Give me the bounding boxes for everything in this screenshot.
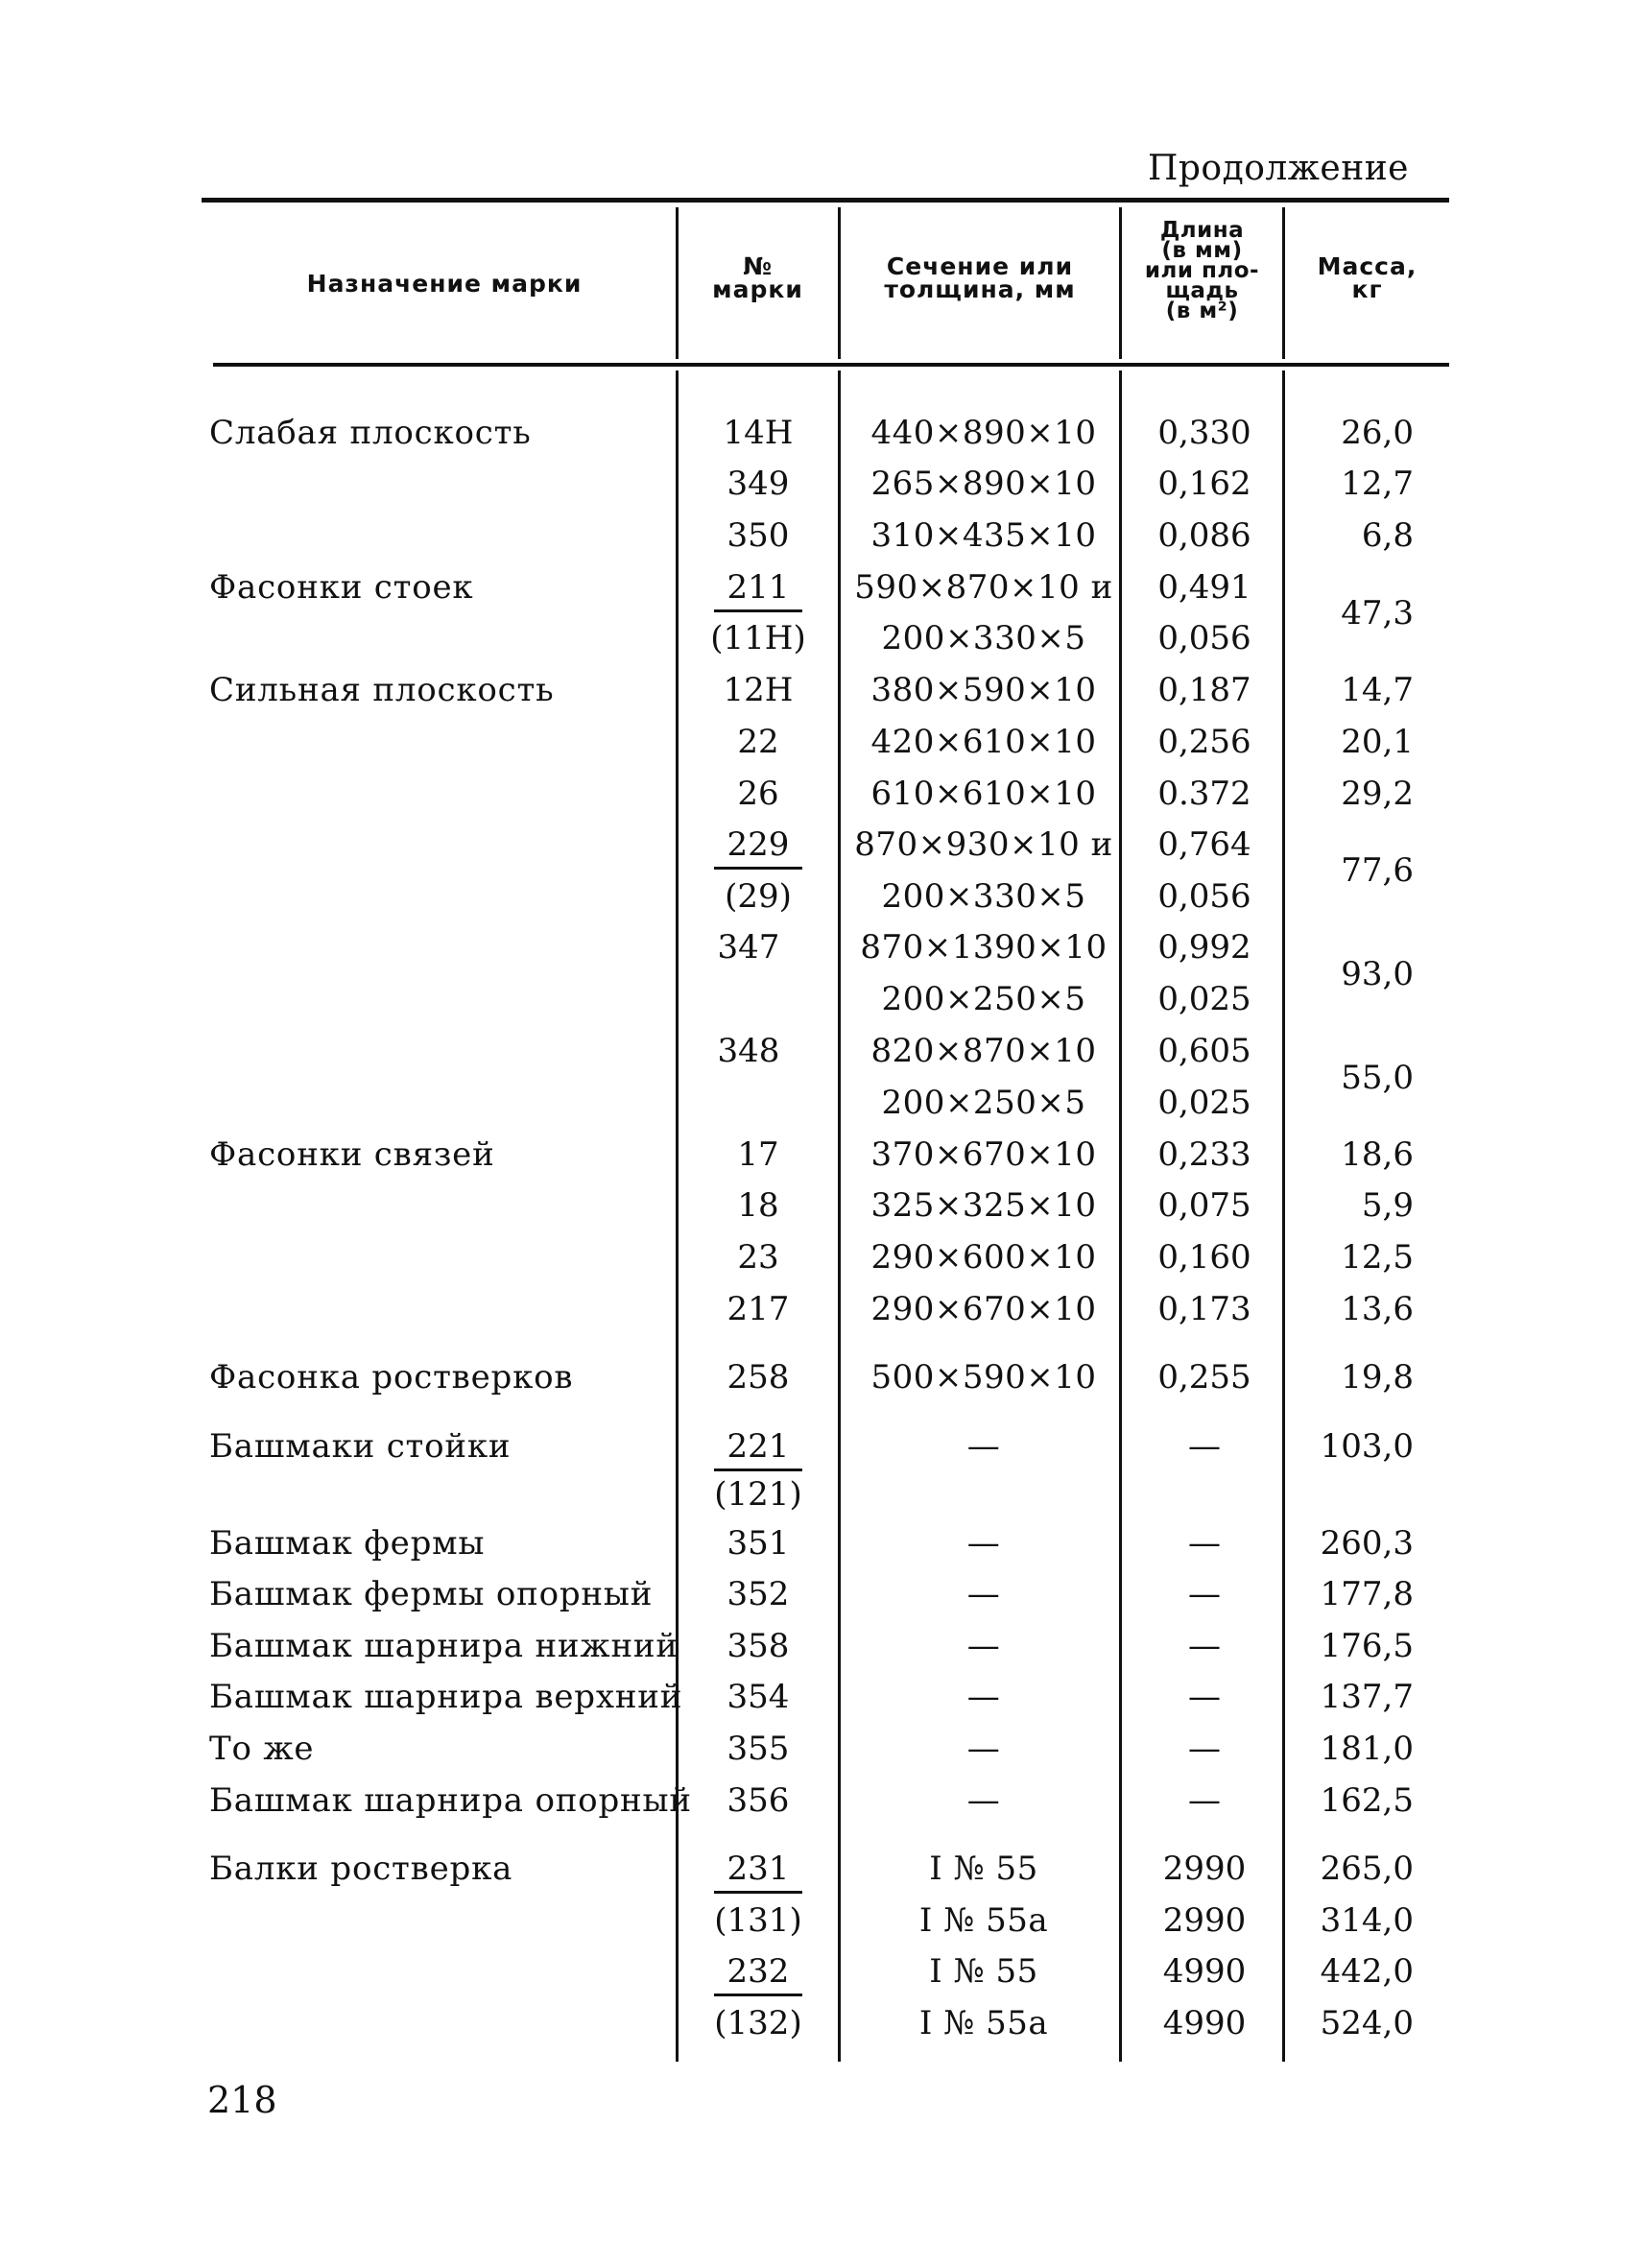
- table-header-rule: [213, 363, 1449, 367]
- row-purpose: Фасонки стоек: [209, 568, 474, 607]
- row-length: 0,056: [1157, 877, 1251, 916]
- row-mark: (11Н): [710, 619, 806, 657]
- header-mass: Масса, кг: [1317, 252, 1418, 303]
- row-section: 420×610×10: [870, 723, 1097, 761]
- header-mark-no: № марки: [712, 252, 803, 303]
- row-section: I № 55: [929, 1952, 1038, 1991]
- table-row: [0, 716, 1644, 768]
- row-mass: 442,0: [1320, 1952, 1414, 1991]
- row-length: —: [1188, 1524, 1221, 1563]
- row-mark: 354: [727, 1678, 790, 1716]
- row-mark: 22: [737, 723, 779, 761]
- row-mark: 347: [717, 928, 780, 967]
- row-length: 0,162: [1157, 465, 1251, 503]
- row-section: 870×930×10 и: [854, 825, 1113, 864]
- row-section: —: [966, 1730, 1001, 1768]
- table-row: [0, 768, 1644, 820]
- table-row: [0, 664, 1644, 716]
- row-mark: 349: [727, 465, 790, 503]
- row-length: 0,173: [1157, 1290, 1251, 1328]
- row-section: 200×330×5: [881, 877, 1086, 916]
- row-mass: 162,5: [1320, 1781, 1414, 1820]
- row-purpose: Сильная плоскость: [209, 671, 555, 709]
- row-length: 0,056: [1157, 619, 1251, 657]
- row-mark: 23: [737, 1238, 779, 1277]
- row-length: 2990: [1162, 1901, 1247, 1940]
- row-length: 0,075: [1157, 1186, 1251, 1225]
- row-length: 0,255: [1157, 1358, 1251, 1397]
- table-row: [0, 458, 1644, 510]
- row-section: 500×590×10: [870, 1358, 1097, 1397]
- row-mark: 351: [727, 1524, 790, 1563]
- row-mark: 352: [727, 1575, 790, 1613]
- row-mark: 221: [681, 1420, 835, 1472]
- row-section: I № 55a: [918, 2004, 1049, 2042]
- row-length: 4990: [1162, 2004, 1247, 2042]
- row-mass: 12,5: [1341, 1238, 1414, 1277]
- row-purpose: Башмак фермы: [209, 1524, 486, 1563]
- table-top-rule: [202, 198, 1449, 203]
- table-row: [0, 1129, 1644, 1181]
- row-mark: 231: [681, 1843, 835, 1895]
- row-mark: 258: [727, 1358, 790, 1397]
- row-length: 0,025: [1157, 980, 1251, 1018]
- row-mark: 17: [737, 1135, 779, 1174]
- row-mark: 26: [737, 775, 779, 813]
- row-section: 265×890×10: [870, 465, 1097, 503]
- row-mark: (121): [714, 1475, 802, 1514]
- row-section: 610×610×10: [870, 775, 1097, 813]
- row-section: I № 55: [929, 1850, 1038, 1888]
- row-mark: 18: [737, 1186, 779, 1225]
- row-section: —: [966, 1781, 1001, 1820]
- row-mark: 232: [681, 1946, 835, 1997]
- row-mark: (132): [714, 2004, 802, 2042]
- row-section: 200×250×5: [881, 980, 1086, 1018]
- page-number: 218: [207, 2079, 277, 2121]
- row-mass: 5,9: [1361, 1186, 1414, 1225]
- row-length: —: [1188, 1678, 1221, 1716]
- row-length: 0.372: [1157, 775, 1251, 813]
- table-row: [0, 1997, 1644, 2049]
- row-section: —: [966, 1524, 1001, 1563]
- table-row: [0, 1283, 1644, 1335]
- row-length: —: [1188, 1781, 1221, 1820]
- table-row: [0, 510, 1644, 561]
- table-row: [0, 1517, 1644, 1569]
- row-mark: 14Н: [723, 414, 794, 452]
- row-mark: 12Н: [723, 671, 794, 709]
- row-length: 0,256: [1157, 723, 1251, 761]
- row-mark: 217: [727, 1290, 790, 1328]
- row-section: —: [966, 1427, 1001, 1466]
- row-purpose: Башмак шарнира верхний: [209, 1678, 683, 1716]
- row-length: 0,160: [1157, 1238, 1251, 1277]
- row-mass: 181,0: [1320, 1730, 1414, 1768]
- row-section: 590×870×10 и: [854, 568, 1113, 607]
- table-row: [0, 1843, 1644, 1895]
- table-row: [0, 1775, 1644, 1826]
- row-section: 290×670×10: [870, 1290, 1097, 1328]
- row-mass: 314,0: [1320, 1901, 1414, 1940]
- table-row: [0, 407, 1644, 459]
- row-section: 370×670×10: [870, 1135, 1097, 1174]
- row-mass: 19,8: [1341, 1358, 1414, 1397]
- row-purpose: Башмак шарнира нижний: [209, 1627, 679, 1665]
- table-row: [0, 1180, 1644, 1231]
- group-mass: 93,0: [1341, 955, 1414, 993]
- row-section: —: [966, 1627, 1001, 1665]
- row-purpose: Балки ростверка: [209, 1850, 513, 1888]
- row-mark: 350: [727, 516, 790, 555]
- group-mass: 55,0: [1341, 1059, 1414, 1097]
- row-mass: 6,8: [1361, 516, 1414, 555]
- row-length: 0,233: [1157, 1135, 1251, 1174]
- row-purpose: Фасонки связей: [209, 1135, 495, 1174]
- row-length: 0,605: [1157, 1032, 1251, 1070]
- row-mass: 260,3: [1320, 1524, 1414, 1563]
- table-row: [0, 1568, 1644, 1620]
- table-row: [0, 1351, 1644, 1403]
- row-mass: 29,2: [1341, 775, 1414, 813]
- row-section: 200×250×5: [881, 1084, 1086, 1122]
- row-mass: 265,0: [1320, 1850, 1414, 1888]
- row-mass: 176,5: [1320, 1627, 1414, 1665]
- row-section: 870×1390×10: [860, 928, 1108, 967]
- row-length: 0,187: [1157, 671, 1251, 709]
- row-section: 290×600×10: [870, 1238, 1097, 1277]
- table-row: [0, 1420, 1644, 1472]
- row-mass: 20,1: [1341, 723, 1414, 761]
- row-section: 310×435×10: [870, 516, 1097, 555]
- row-length: 0,764: [1157, 825, 1251, 864]
- row-section: 380×590×10: [870, 671, 1097, 709]
- group-mass: 77,6: [1341, 851, 1414, 890]
- row-length: —: [1188, 1627, 1221, 1665]
- row-length: —: [1188, 1427, 1221, 1466]
- row-length: 0,330: [1157, 414, 1251, 452]
- table-row: [0, 1723, 1644, 1775]
- continuation-label: Продолжение: [1147, 149, 1409, 188]
- row-section: 200×330×5: [881, 619, 1086, 657]
- row-purpose: Башмак шарнира опорный: [209, 1781, 692, 1820]
- row-length: 0,992: [1157, 928, 1251, 967]
- row-section: —: [966, 1575, 1001, 1613]
- row-length: —: [1188, 1730, 1221, 1768]
- row-mass: 103,0: [1320, 1427, 1414, 1466]
- row-mass: 26,0: [1341, 414, 1414, 452]
- row-mass: 524,0: [1320, 2004, 1414, 2042]
- header-section: Сечение или толщина, мм: [884, 252, 1076, 303]
- row-length: 0,086: [1157, 516, 1251, 555]
- header-length: Длина (в мм) или пло- щадь (в м²): [1144, 218, 1260, 323]
- row-mass: 12,7: [1341, 465, 1414, 503]
- row-mass: 177,8: [1320, 1575, 1414, 1613]
- table-row: [0, 1231, 1644, 1283]
- row-section: 325×325×10: [870, 1186, 1097, 1225]
- row-mark: 358: [727, 1627, 790, 1665]
- row-mark: 348: [717, 1032, 780, 1070]
- row-mark: 229: [681, 819, 835, 871]
- row-mass: 18,6: [1341, 1135, 1414, 1174]
- header-purpose: Назначение марки: [306, 270, 583, 298]
- row-purpose: Башмак фермы опорный: [209, 1575, 654, 1613]
- row-mark: (29): [725, 877, 792, 916]
- row-purpose: Слабая плоскость: [209, 414, 532, 452]
- row-purpose: Башмаки стойки: [209, 1427, 512, 1466]
- table-row: [0, 1895, 1644, 1946]
- table-row: [0, 1620, 1644, 1672]
- row-length: 4990: [1162, 1952, 1247, 1991]
- row-mark: (131): [714, 1901, 802, 1940]
- row-mark: 211: [681, 561, 835, 613]
- row-mark: 355: [727, 1730, 790, 1768]
- row-purpose: Фасонка ростверков: [209, 1358, 574, 1397]
- row-mass: 13,6: [1341, 1290, 1414, 1328]
- row-section: 820×870×10: [870, 1032, 1097, 1070]
- row-mass: 14,7: [1341, 671, 1414, 709]
- row-mark: 356: [727, 1781, 790, 1820]
- row-purpose: То же: [209, 1730, 315, 1768]
- row-length: 0,491: [1157, 568, 1251, 607]
- row-section: —: [966, 1678, 1001, 1716]
- row-length: 2990: [1162, 1850, 1247, 1888]
- row-section: I № 55a: [918, 1901, 1049, 1940]
- table-row: [0, 1946, 1644, 1997]
- row-section: 440×890×10: [870, 414, 1097, 452]
- group-mass: 47,3: [1341, 594, 1414, 633]
- table-row: [0, 1671, 1644, 1723]
- row-length: —: [1188, 1575, 1221, 1613]
- row-length: 0,025: [1157, 1084, 1251, 1122]
- table-row: [0, 1468, 1644, 1520]
- row-mass: 137,7: [1320, 1678, 1414, 1716]
